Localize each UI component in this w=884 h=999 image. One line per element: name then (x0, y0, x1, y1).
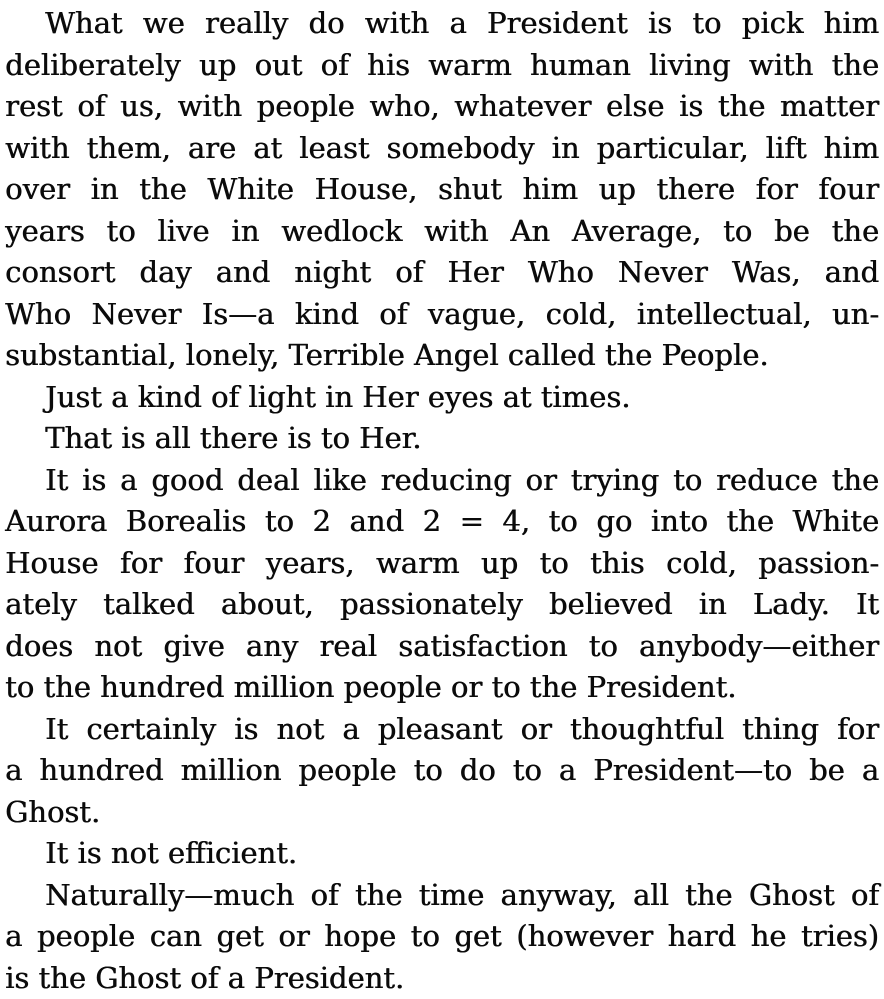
text-line: It is not efficient. (45, 836, 297, 870)
text-line: It certainly is not a pleasant or thoughtful thing for (45, 711, 879, 746)
text-line: to the hundred million people or to the President. (5, 670, 737, 704)
text-line: What we really do with a President is to pick him (45, 6, 879, 40)
text-line: consort day and night of Her Who Never Was, and (5, 255, 879, 289)
text-line: is the Ghost of a President. (5, 960, 405, 995)
text-line: Naturally—much of the time anyway, all the Ghost of (45, 877, 879, 912)
text-line: Ghost. (5, 794, 101, 829)
text-line: It is a good deal like reducing or trying to reduce the (45, 462, 879, 497)
text-line: That is all there is to Her. (45, 421, 422, 455)
text-line: rest of us, with people who, whatever else is the matter (5, 89, 879, 123)
text-line: with them, are at least somebody in particular, lift him (5, 130, 879, 165)
text-line: over in the White House, shut him up there for four (5, 172, 879, 206)
text-line: deliberately up out of his warm human living with the (5, 47, 879, 82)
text-line: House for four years, warm up to this cold, passion- (5, 545, 879, 580)
text-line: a hundred million people to do to a President—to be a (5, 753, 879, 787)
text-line: substantial, lonely, Terrible Angel called the People. (5, 338, 769, 372)
text-line: Aurora Borealis to 2 and 2 = 4, to go into the White (5, 504, 879, 538)
text-line: years to live in wedlock with An Average, to be the (5, 213, 879, 248)
text-line: ately talked about, passionately believed in Lady. It (5, 587, 879, 621)
text-line: Just a kind of light in Her eyes at times. (45, 379, 631, 414)
text-line: a people can get or hope to get (however hard he tries) (5, 919, 879, 953)
text-line: does not give any real satisfaction to anybody—either (5, 628, 879, 663)
text-line: Who Never Is—a kind of vague, cold, intellectual, un- (5, 296, 879, 331)
